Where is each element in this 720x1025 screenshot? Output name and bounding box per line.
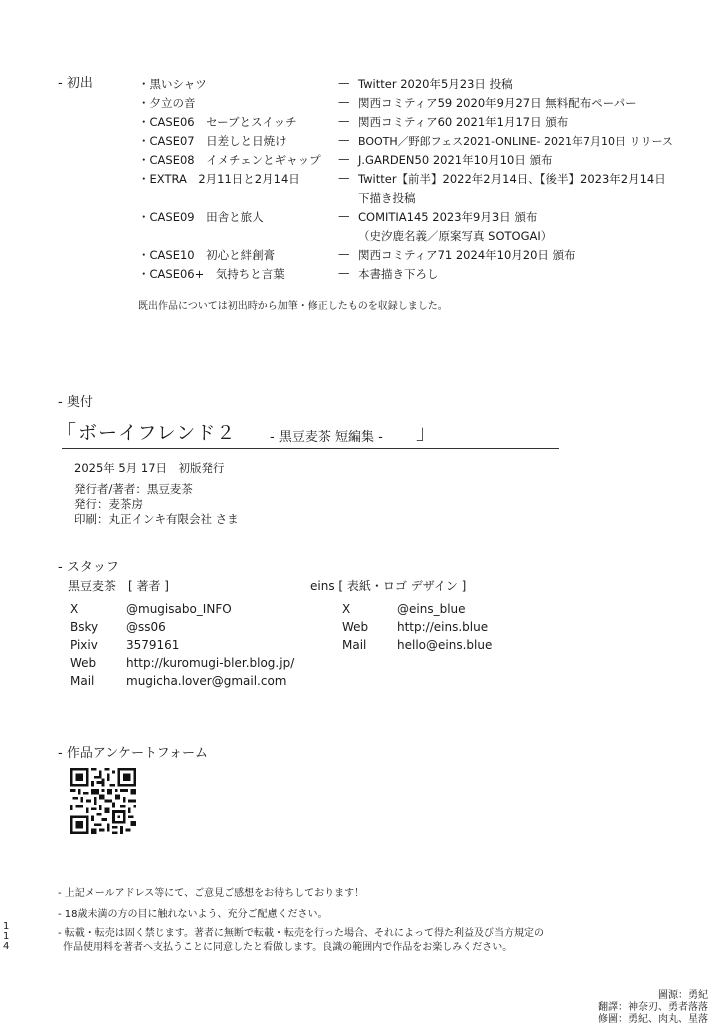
entry-desc: COMITIA145 2023年9月3日 頒布 [358, 210, 538, 224]
entry-dash: — [338, 247, 350, 261]
entry-dash: — [338, 209, 350, 223]
author-x-value: @mugisabo_INFO [126, 602, 232, 616]
page-number [3, 922, 11, 952]
entry-desc: 本書描き下ろし [358, 267, 439, 281]
entry-title: ・黒いシャツ [138, 77, 207, 91]
author-pixiv-label: Pixiv [70, 638, 98, 652]
entry-desc: J.GARDEN50 2021年10月10日 頒布 [358, 153, 553, 167]
entry-desc: 関西コミティア59 2020年9月27日 無料配布ペーパー [358, 96, 637, 110]
entry-dash: — [338, 266, 350, 280]
entry-dash: — [338, 171, 350, 185]
entry-title: ・夕立の音 [138, 96, 196, 110]
okuzuke-heading: - 奥付 [58, 395, 93, 410]
entry-desc: BOOTH／野郎フェス2021-ONLINE- 2021年7月10日 リリース [358, 135, 673, 148]
page-number-digit: 1 [3, 931, 10, 942]
publish-date: 2025年 5月 17日 初版発行 [74, 461, 225, 475]
credit-source: 圖源：勇紀 [658, 990, 708, 1001]
author-bsky-label: Bsky [70, 620, 99, 634]
entry-title: ・CASE06+ 気持ちと言葉 [138, 267, 285, 281]
designer-x-value: @eins_blue [397, 602, 466, 616]
author-x-label: X [70, 602, 79, 616]
page-number-digit: 1 [3, 921, 10, 932]
entry-title: ・CASE10 初心と絆創膏 [138, 248, 276, 262]
entry-desc: Twitter 2020年5月23日 投稿 [358, 77, 513, 91]
entry-title: ・CASE08 イメチェンとギャップ [138, 153, 321, 167]
entry-dash: — [338, 95, 350, 109]
title-bracket-open: 「 [56, 420, 76, 444]
entry-desc: 関西コミティア71 2024年10月20日 頒布 [358, 248, 576, 262]
issuer: 発行：麦茶房 [74, 497, 143, 511]
entry-title: ・CASE09 田舎と旅人 [138, 210, 264, 224]
designer-header: eins [ 表紙・ロゴ デザイン ] [310, 579, 467, 593]
qr-code-icon[interactable] [70, 768, 136, 834]
notice-feedback: - 上記メールアドレス等にて、ご意見ご感想をお待ちしております！ [58, 888, 365, 899]
entry-dash: — [338, 114, 350, 128]
entry-title: ・EXTRA 2月11日と2月14日 [138, 172, 300, 186]
book-subtitle: - 黒豆麦茶 短編集 - [270, 430, 383, 445]
author-header: 黒豆麦茶 [ 著者 ] [68, 579, 169, 593]
page-number-digit: 4 [3, 941, 10, 952]
publisher-author: 発行者/著者：黒豆麦茶 [74, 482, 193, 496]
entry-desc-line2: （史汐鹿名義／原案写真 SOTOGAI） [358, 229, 553, 243]
entry-desc: 関西コミティア60 2021年1月17日 頒布 [358, 115, 569, 129]
author-mail-label: Mail [70, 674, 95, 688]
designer-web-value: http://eins.blue [397, 620, 489, 634]
author-pixiv-value: 3579161 [126, 638, 180, 652]
designer-mail-value: hello@eins.blue [397, 638, 493, 652]
credit-editing: 修圖：勇紀、肉丸、星落 [598, 1014, 708, 1025]
notice-reprint-cont: 作品使用料を著者へ支払うことに同意したと看做します。良識の範囲内で作品をお楽しみください。 [63, 942, 513, 953]
shoshutsu-heading: - 初出 [58, 76, 93, 91]
entry-dash: — [338, 76, 350, 90]
book-title: ボーイフレンド２ [78, 422, 237, 444]
author-web-label: Web [70, 656, 97, 670]
entry-title: ・CASE07 日差しと日焼け [138, 134, 287, 148]
author-bsky-value: @ss06 [126, 620, 166, 634]
entry-desc-line2: 下描き投稿 [358, 191, 416, 205]
staff-heading: - スタッフ [58, 560, 119, 575]
designer-mail-label: Mail [342, 638, 367, 652]
entry-dash: — [338, 133, 350, 147]
entry-dash: — [338, 152, 350, 166]
entry-title: ・CASE06 セーブとスイッチ [138, 115, 297, 129]
title-bracket-close: 」 [416, 420, 436, 444]
author-web-value: http://kuromugi-bler.blog.jp/ [126, 656, 295, 670]
designer-x-label: X [342, 602, 351, 616]
author-mail-value: mugicha.lover@gmail.com [126, 674, 287, 688]
notice-age: - 18歳未満の方の目に触れないよう、充分ご配慮ください。 [58, 909, 328, 920]
credit-translation: 翻譯：神奈刃、勇者落落 [598, 1002, 708, 1013]
notice-reprint: - 転載・転売は固く禁じます。著者に無断で転載・転売を行った場合、それによって得た利益及び当方規定の [58, 928, 544, 939]
entry-desc: Twitter【前半】2022年2月14日、【後半】2023年2月14日 [358, 172, 666, 186]
designer-web-label: Web [342, 620, 369, 634]
survey-heading: - 作品アンケートフォーム [58, 746, 209, 761]
shoshutsu-note: 既出作品については初出時から加筆・修正したものを収録しました。 [138, 301, 448, 312]
title-underline [62, 448, 559, 449]
printer: 印刷：丸正インキ有限会社 さま [74, 512, 239, 526]
